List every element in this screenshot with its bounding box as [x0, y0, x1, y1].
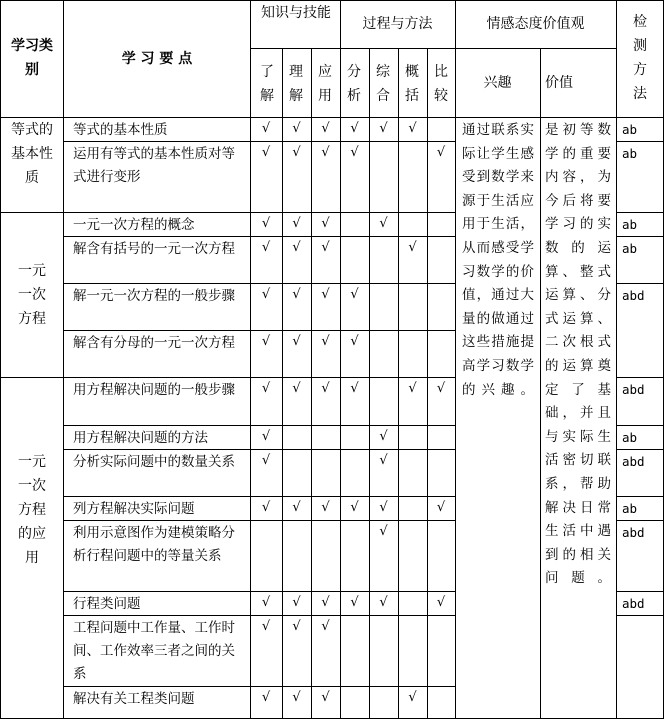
check-mark: √	[408, 381, 417, 396]
header-emotion-values: 情感态度价值观	[486, 16, 585, 32]
interest-text: 通过联系实际让学生感受到数学来源于生活应用于生活，从而感受学习数学的价值，通过大量的做通过这些措施提高学习数学的兴趣。	[462, 122, 534, 398]
check-mark: √	[261, 334, 271, 349]
check-mark: √	[321, 619, 330, 634]
check-mark: √	[261, 619, 271, 634]
point-text: 解含有括号的一元一次方程	[73, 241, 235, 257]
check-mark: √	[379, 595, 388, 610]
check-mark: √	[321, 334, 330, 349]
check-mark: √	[321, 121, 330, 136]
method-line	[616, 591, 664, 592]
point-text: 等式的基本性质	[73, 122, 168, 138]
detection-method-value: abd	[622, 525, 645, 540]
header-detection-method: 检测方法	[633, 14, 647, 102]
check-mark: √	[261, 453, 271, 468]
check-mark: √	[321, 500, 330, 515]
method-line	[616, 377, 664, 378]
check-mark: √	[379, 429, 388, 444]
col-line	[311, 48, 312, 719]
check-mark: √	[321, 595, 330, 610]
detection-method-value: abd	[622, 382, 645, 397]
check-mark: √	[350, 334, 359, 349]
border-top	[0, 0, 664, 1]
point-text: 解含有分母的一元一次方程	[73, 335, 235, 351]
detection-method-value: abd	[622, 596, 645, 611]
col-line	[398, 48, 399, 719]
check-mark: √	[350, 381, 359, 396]
check-mark: √	[292, 690, 301, 705]
method-line	[616, 212, 664, 213]
col-line	[340, 0, 341, 719]
value-text: 是初等数学的重要内容，为今后将要学习的实数的运算、整式运算、分式运算、二次根式的运算奠定了基础，并且与实际生活密切联系，帮助解决日常生活中遇到的相关问题。	[545, 122, 611, 587]
point-text: 行程类问题	[73, 596, 141, 612]
point-text: 利用示意图作为建模策略分析行程问题中的等量关系	[73, 525, 235, 564]
check-mark: √	[292, 595, 301, 610]
check-mark: √	[261, 595, 271, 610]
check-mark: √	[292, 500, 301, 515]
check-mark: √	[321, 240, 330, 255]
check-mark: √	[292, 334, 301, 349]
col-line	[540, 48, 541, 719]
category-linear-equation: 一元一次方程	[18, 263, 46, 327]
check-mark: √	[261, 690, 271, 705]
check-mark: √	[379, 121, 388, 136]
header-col-comprehend: 理解	[289, 64, 303, 104]
point-text: 列方程解决实际问题	[73, 501, 195, 517]
col-line	[455, 0, 456, 719]
header-category: 学习类别	[11, 38, 53, 78]
method-line	[616, 449, 664, 450]
method-line	[616, 283, 664, 284]
check-mark: √	[261, 121, 271, 136]
check-mark: √	[261, 429, 271, 444]
header-col-synthesize: 综合	[376, 64, 390, 104]
header-col-analyze: 分析	[347, 64, 361, 104]
check-mark: √	[261, 240, 271, 255]
method-line	[616, 615, 664, 616]
check-mark: √	[436, 145, 446, 160]
check-mark: √	[321, 287, 330, 302]
check-mark: √	[261, 381, 271, 396]
point-text: 分析实际问题中的数量关系	[73, 454, 235, 470]
method-line	[616, 141, 664, 142]
method-line	[616, 425, 664, 426]
method-line	[616, 236, 664, 237]
detection-method-value: ab	[622, 501, 638, 516]
point-text: 工程问题中工作量、工作时间、工作效率三者之间的关系	[73, 620, 235, 682]
point-text: 解决有关工程类问题	[73, 691, 195, 707]
check-mark: √	[261, 145, 271, 160]
check-mark: √	[321, 145, 330, 160]
check-mark: √	[350, 595, 359, 610]
check-mark: √	[379, 500, 388, 515]
check-mark: √	[292, 145, 301, 160]
check-mark: √	[379, 453, 388, 468]
check-mark: √	[292, 216, 301, 231]
category-equation-properties: 等式的基本性质	[11, 122, 53, 186]
check-mark: √	[408, 240, 417, 255]
detection-method-value: abd	[622, 288, 645, 303]
col-line	[282, 48, 283, 719]
check-mark: √	[350, 287, 359, 302]
check-mark: √	[379, 524, 388, 539]
header-col-compare: 比较	[434, 64, 448, 104]
col-line	[369, 48, 370, 719]
check-mark: √	[261, 216, 271, 231]
check-mark: √	[292, 287, 301, 302]
detection-method-value: ab	[622, 122, 638, 137]
check-mark: √	[436, 500, 446, 515]
detection-method-value: ab	[622, 146, 638, 161]
header-knowledge-skills: 知识与技能	[261, 5, 331, 21]
header-points: 学 习 要 点	[121, 51, 193, 67]
check-mark: √	[436, 381, 446, 396]
detection-method-value: ab	[622, 241, 638, 256]
detection-method-value: ab	[622, 217, 638, 232]
header-col-apply: 应用	[318, 64, 332, 104]
check-mark: √	[321, 216, 330, 231]
header-col-summarize: 概括	[405, 64, 419, 104]
detection-method-value: abd	[622, 454, 645, 469]
method-line	[616, 496, 664, 497]
header-mid-line	[250, 48, 616, 49]
check-mark: √	[350, 145, 359, 160]
point-text: 一元一次方程的概念	[73, 217, 195, 233]
point-text: 用方程解决问题的方法	[73, 430, 208, 446]
check-mark: √	[261, 287, 271, 302]
header-value: 价值	[545, 75, 573, 91]
method-line	[616, 520, 664, 521]
col-line	[616, 0, 617, 719]
check-mark: √	[292, 240, 301, 255]
detection-method-value: ab	[622, 430, 638, 445]
check-mark: √	[436, 595, 446, 610]
category-linear-equation-application: 一元一次方程的应用	[18, 454, 46, 566]
point-text: 解一元一次方程的一般步骤	[73, 288, 235, 304]
header-interest: 兴趣	[483, 75, 512, 91]
check-mark: √	[261, 500, 271, 515]
check-mark: √	[408, 690, 417, 705]
header-col-understand: 了解	[260, 64, 274, 104]
check-mark: √	[292, 121, 301, 136]
header-process-methods: 过程与方法	[362, 16, 433, 32]
check-mark: √	[408, 121, 417, 136]
border-left	[0, 0, 1, 719]
col-line	[427, 48, 428, 719]
check-mark: √	[350, 121, 359, 136]
check-mark: √	[292, 619, 301, 634]
point-text: 用方程解决问题的一般步骤	[73, 382, 235, 398]
check-mark: √	[321, 381, 330, 396]
check-mark: √	[379, 216, 388, 231]
check-mark: √	[350, 500, 359, 515]
col-line	[250, 0, 251, 719]
check-mark: √	[292, 381, 301, 396]
point-text: 运用有等式的基本性质对等式进行变形	[73, 146, 235, 185]
check-mark: √	[321, 690, 330, 705]
